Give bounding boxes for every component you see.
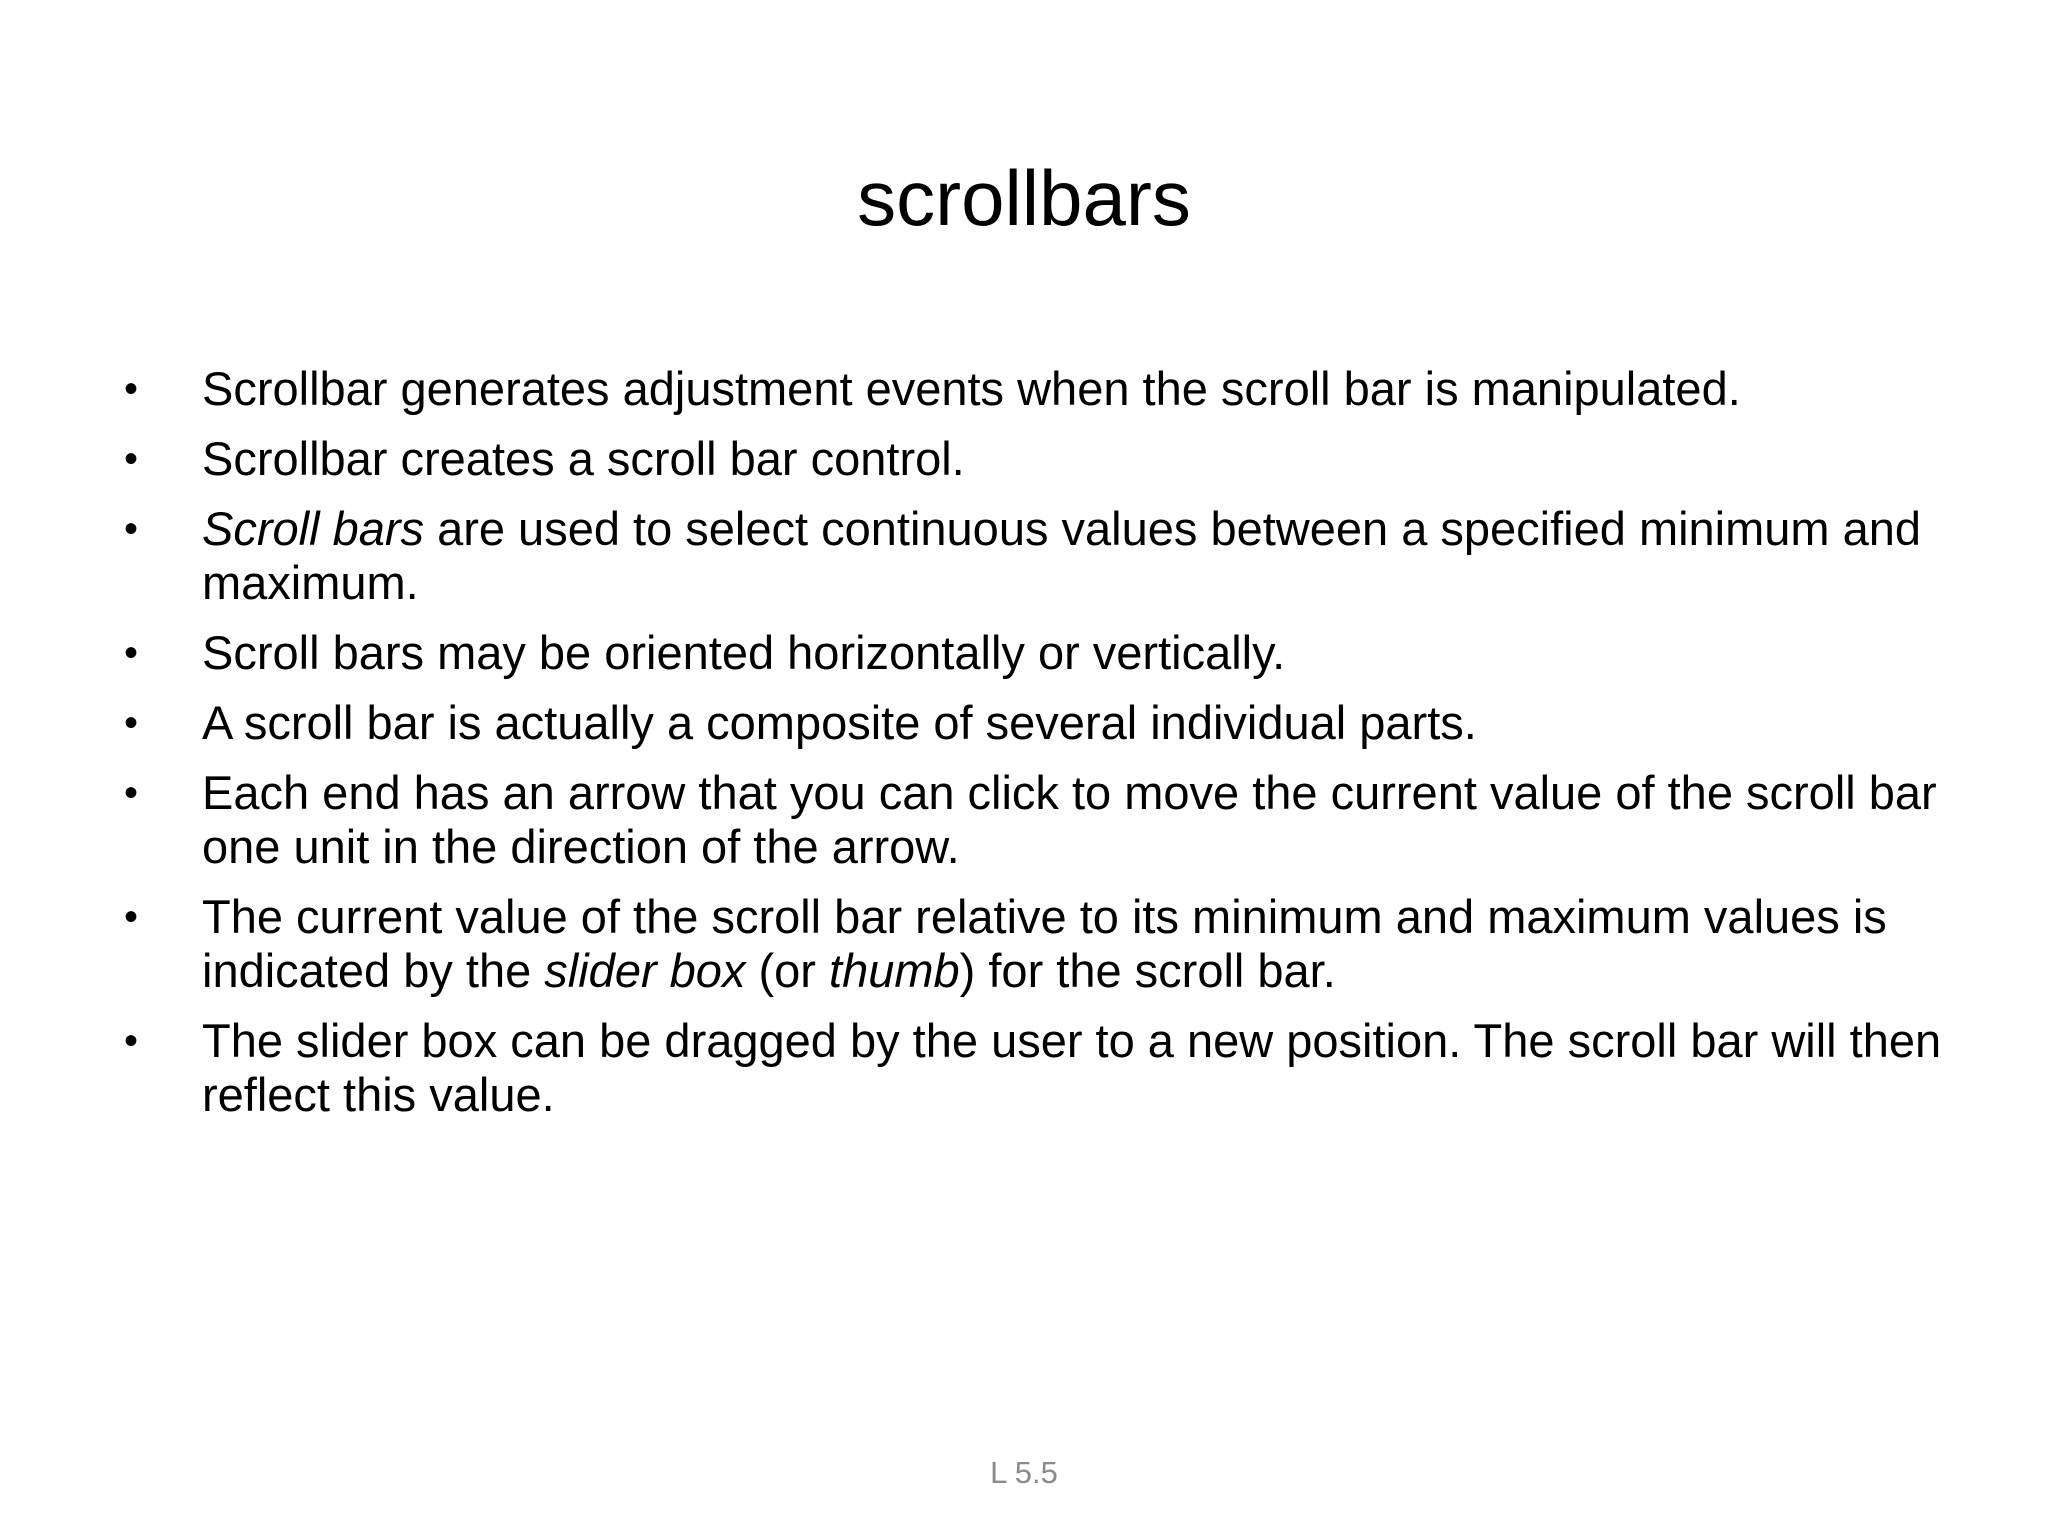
bullet-item [124, 696, 1954, 750]
bullet-text: The slider box can be dragged by the user to a new position. The scroll bar will then reflect this value. [202, 1014, 1942, 1121]
bullet-item [124, 1014, 1954, 1122]
bullet-text: ) for the scroll bar. [959, 944, 1336, 997]
bullet-text: (or [745, 944, 830, 997]
slide-number: L 5.5 [990, 1455, 1058, 1490]
bullet-text-italic: Scroll bars [202, 502, 425, 555]
bullet-text-italic: thumb [829, 944, 960, 997]
bullet-text-italic: slider box [544, 944, 746, 997]
bullet-item [124, 502, 1954, 610]
slide-title: scrollbars [857, 154, 1191, 242]
bullet-item [124, 890, 1954, 998]
bullet-list [124, 362, 1954, 1138]
bullet-text: Scrollbar creates a scroll bar control. [202, 432, 965, 485]
bullet-text: Each end has an arrow that you can click to move the current value of the scroll bar one unit in the direction of the arrow. [202, 766, 1937, 873]
bullet-item [124, 626, 1954, 680]
bullet-text: A scroll bar is actually a composite of several individual parts. [202, 696, 1477, 749]
bullet-text: The current value of the scroll bar relative to its minimum and maximum values is indicated by the [202, 890, 1887, 997]
bullet-item [124, 362, 1954, 416]
bullet-item [124, 432, 1954, 486]
bullet-text: Scrollbar generates adjustment events when the scroll bar is manipulated. [202, 362, 1741, 415]
bullet-text: Scroll bars may be oriented horizontally or vertically. [202, 626, 1286, 679]
bullet-text: are used to select continuous values between a specified minimum and maximum. [202, 502, 1922, 609]
bullet-item [124, 766, 1954, 874]
